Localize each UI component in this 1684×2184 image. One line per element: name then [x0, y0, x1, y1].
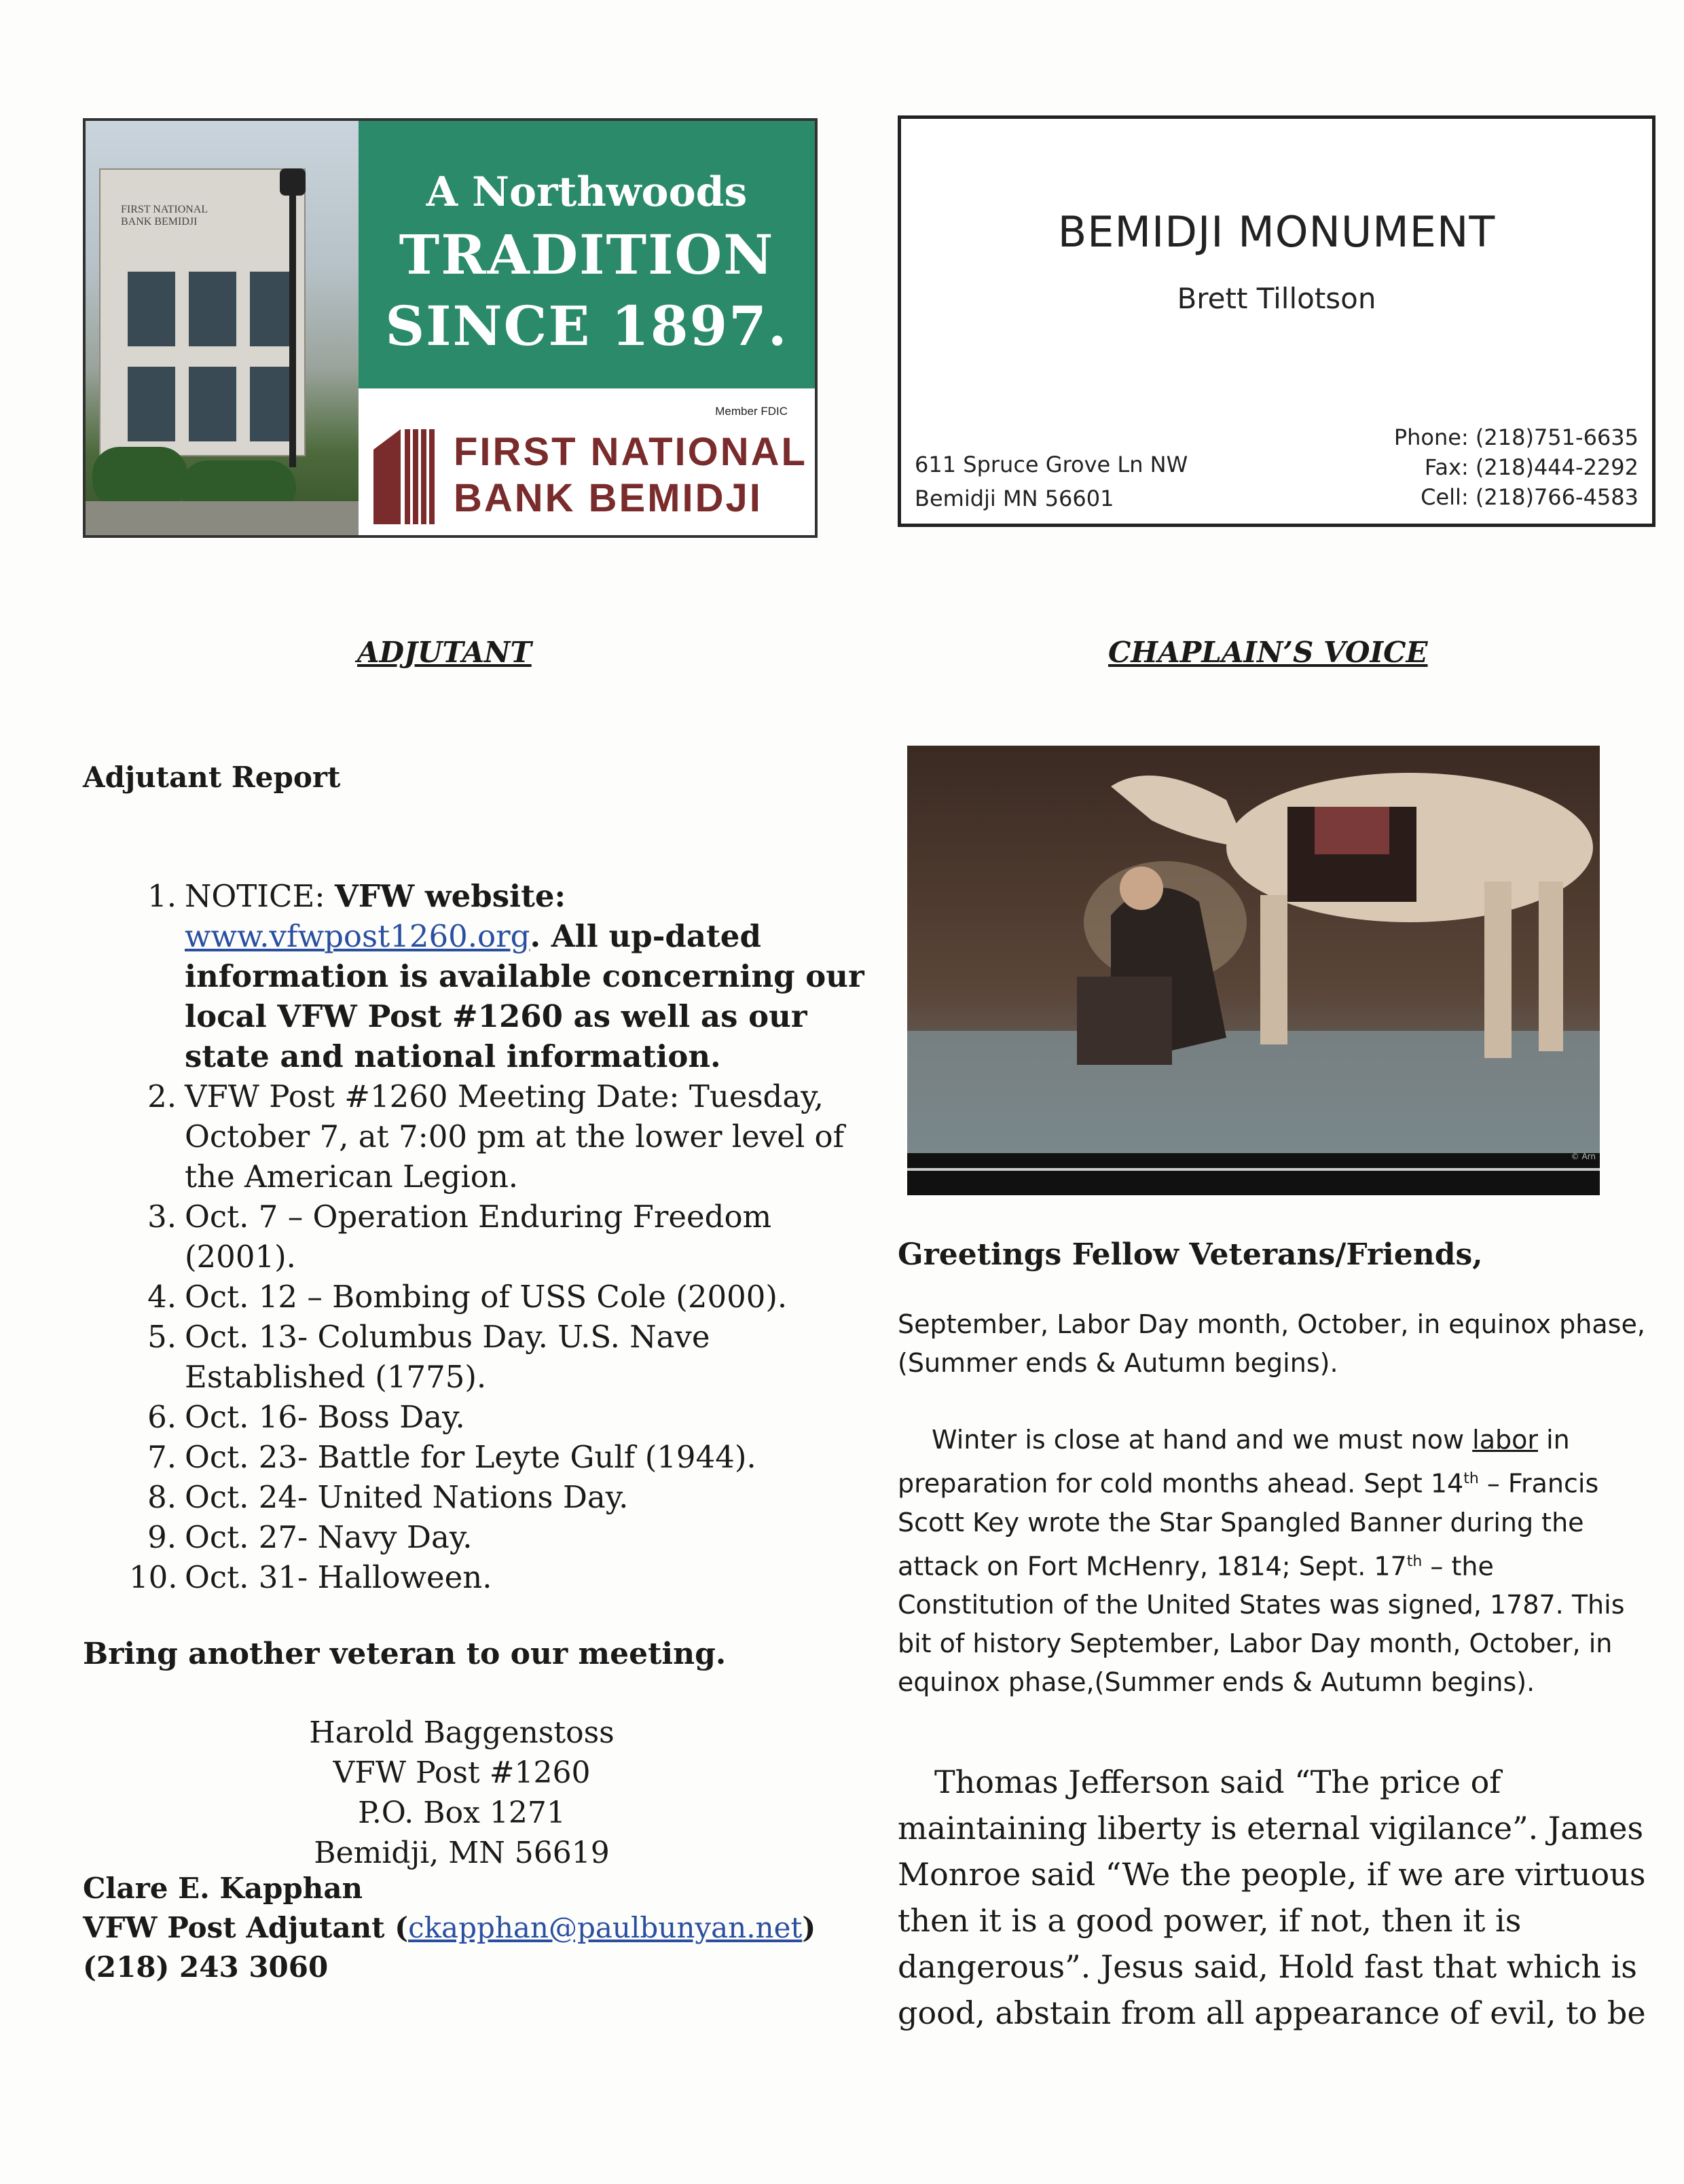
- company-name: BEMIDJI MONUMENT: [1057, 207, 1496, 257]
- para2-segment-a: Winter is close at hand and we must now: [932, 1425, 1473, 1455]
- address-line: P.O. Box 1271: [358, 1796, 566, 1830]
- list-number: 10.: [129, 1559, 178, 1595]
- list-item-text: VFW Post #1260 Meeting Date: Tuesday, October 7, at 7:00 pm at the lower level of the American Legion.: [185, 1078, 845, 1195]
- paragraph-text: September, Labor Day month, October, in equinox phase,(Summer ends & Autumn begins).: [898, 1309, 1645, 1378]
- list-number: 2.: [147, 1078, 177, 1114]
- para2-superscript: th: [1406, 1552, 1423, 1570]
- list-item-text: Oct. 24- United Nations Day.: [185, 1479, 629, 1515]
- notice-rest: . All up-dated information is available concerning our local VFW Post #1260 as well as our state and national information.: [185, 918, 864, 1074]
- signer-title: [83, 1908, 816, 1948]
- signer-email-link[interactable]: ckapphan@paulbunyan.net: [408, 1911, 803, 1944]
- para2-segment-d: – the Constitution of the United States was signed, 1787. This bit of history September, Labor Day month, October, in equinox phase,(Summer ends & Autumn begins).: [898, 1551, 1625, 1698]
- card-cell: Cell: (218)766-4583: [1421, 484, 1639, 510]
- bank-building-photo: [86, 121, 359, 535]
- list-number: 1.: [147, 878, 177, 914]
- adjutant-notice-list: [129, 876, 871, 1597]
- list-item: [147, 876, 871, 1076]
- contact-person: Brett Tillotson: [1177, 282, 1376, 315]
- chaplain-greeting: Greetings Fellow Veterans/Friends,: [898, 1237, 1483, 1272]
- notice-prefix: NOTICE:: [185, 878, 335, 914]
- signer-phone: (218) 243 3060: [83, 1950, 329, 1984]
- address-line: Bemidji, MN 56619: [314, 1836, 610, 1870]
- card-fax: Fax: (218)444-2292: [1424, 454, 1639, 480]
- list-number: 6.: [147, 1399, 177, 1435]
- signer-title-prefix: VFW Post Adjutant (: [83, 1911, 409, 1944]
- list-number: 9.: [147, 1519, 177, 1555]
- list-item-text: Oct. 12 – Bombing of USS Cole (2000).: [185, 1279, 788, 1315]
- bring-veteran-callout: Bring another veteran to our meeting.: [83, 1637, 727, 1671]
- list-number: 8.: [147, 1479, 177, 1515]
- chaplain-paragraph-3: [898, 1759, 1658, 2036]
- list-number: 7.: [147, 1439, 177, 1475]
- slogan-line-2: TRADITION: [399, 223, 775, 287]
- bank-advertisement: [83, 118, 818, 538]
- adjutant-report-title: Adjutant Report: [83, 761, 341, 794]
- slogan-line-1: A Northwoods: [426, 168, 748, 216]
- painting-illustration: [907, 746, 1600, 1195]
- bank-name-line-1: FIRST NATIONAL: [454, 430, 807, 474]
- bank-name-panel: [359, 388, 815, 535]
- chaplain-paragraph-1: [898, 1305, 1658, 1383]
- slogan-panel: [359, 121, 815, 388]
- address-line: Harold Baggenstoss: [309, 1715, 615, 1750]
- adjutant-heading: ADJUTANT: [357, 636, 532, 669]
- list-item: [129, 1557, 871, 1597]
- building-facade: [99, 168, 306, 456]
- building-sign: FIRST NATIONAL BANK BEMIDJI: [121, 204, 208, 228]
- card-address-line-1: 611 Spruce Grove Ln NW: [915, 452, 1188, 477]
- card-phone: Phone: (218)751-6635: [1393, 424, 1639, 450]
- list-item-text: Oct. 16- Boss Day.: [185, 1399, 465, 1435]
- shrub: [92, 447, 187, 508]
- list-item-text: Oct. 13- Columbus Day. U.S. Nave Established (1775).: [185, 1319, 710, 1395]
- list-item: [147, 1277, 871, 1317]
- list-item: [147, 1197, 871, 1277]
- list-item: [147, 1317, 871, 1397]
- chaplain-paragraph-2: [898, 1421, 1658, 1702]
- washington-prayer-painting: [907, 746, 1600, 1195]
- monument-business-card: [898, 115, 1655, 527]
- para2-segment-b: in preparation for cold months ahead. Sept 14: [898, 1425, 1570, 1499]
- list-item: [147, 1477, 871, 1517]
- address-line: VFW Post #1260: [333, 1755, 591, 1790]
- signer-title-suffix: ): [802, 1911, 816, 1944]
- list-item: [147, 1076, 871, 1197]
- paragraph-text: Thomas Jefferson said “The price of maintaining liberty is eternal vigilance”. James Monroe said “We the people, if we are virtuous then it is a good power, if not, then it is dangerous”. Jesus said, Hold fast that which is good, abstain from all appearance of evil, to be: [898, 1764, 1646, 2031]
- notice-lead: VFW website:: [334, 878, 566, 914]
- adjutant-signature-block: [83, 1869, 816, 1987]
- para2-underlined-word: labor: [1472, 1425, 1538, 1455]
- list-number: 3.: [147, 1199, 177, 1235]
- list-item: [147, 1397, 871, 1437]
- member-fdic: Member FDIC: [715, 405, 788, 418]
- painting-caption: © Arn: [1571, 1152, 1596, 1161]
- vfw-website-link[interactable]: www.vfwpost1260.org: [185, 918, 530, 954]
- para2-segment-c: – Francis Scott Key wrote the Star Spangled Banner during the attack on Fort McHenry, 1814; Sept. 17: [898, 1468, 1599, 1582]
- bank-name-line-2: BANK BEMIDJI: [454, 476, 763, 520]
- signer-name: Clare E. Kapphan: [83, 1872, 363, 1905]
- list-item-text: Oct. 23- Battle for Leyte Gulf (1944).: [185, 1439, 756, 1475]
- list-item-text: Oct. 31- Halloween.: [185, 1559, 492, 1595]
- para2-superscript: th: [1463, 1470, 1479, 1487]
- street-lamp: [289, 182, 296, 467]
- slogan-line-3: SINCE 1897.: [385, 294, 788, 358]
- mailing-address: [204, 1713, 720, 1873]
- list-number: 5.: [147, 1319, 177, 1355]
- list-item: [147, 1437, 871, 1477]
- list-item: [147, 1517, 871, 1557]
- list-item-text: Oct. 7 – Operation Enduring Freedom (2001).: [185, 1199, 772, 1275]
- chaplain-heading: CHAPLAIN’S VOICE: [1108, 636, 1428, 669]
- list-item-text: Oct. 27- Navy Day.: [185, 1519, 473, 1555]
- list-number: 4.: [147, 1279, 177, 1315]
- card-address-line-2: Bemidji MN 56601: [915, 486, 1114, 511]
- bank-logo-icon: [373, 422, 441, 524]
